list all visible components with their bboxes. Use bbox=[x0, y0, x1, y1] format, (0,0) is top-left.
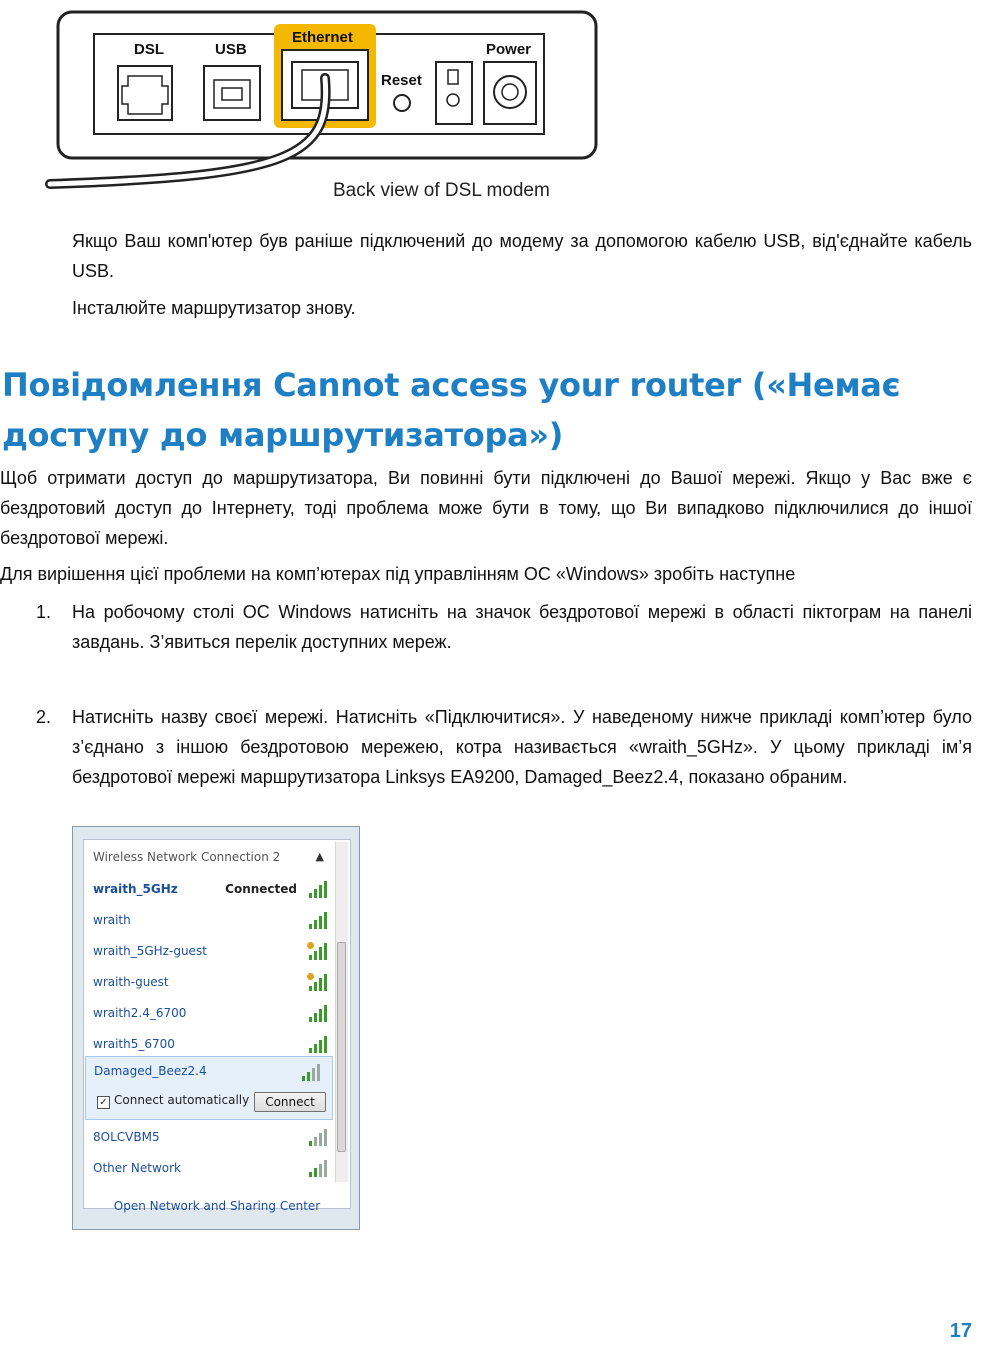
network-name: wraith_5GHz bbox=[93, 882, 178, 896]
wifi-network-list bbox=[72, 826, 360, 1230]
signal-icon bbox=[309, 1004, 331, 1022]
page-number: 17 bbox=[949, 1320, 972, 1342]
signal-icon bbox=[309, 911, 331, 929]
chevron-up-icon[interactable]: ▲ bbox=[315, 850, 324, 863]
scrollbar-thumb[interactable] bbox=[337, 942, 346, 1152]
network-list-panel bbox=[83, 839, 351, 1209]
step-2-number: 2. bbox=[36, 707, 52, 727]
section-paragraph-2: Для вирішення цієї проблеми на комп’ютерах під управлінням ОС «Windows» зробіть наступне bbox=[0, 564, 796, 584]
port-label-reset: Reset bbox=[381, 72, 422, 89]
secured-signal-icon bbox=[309, 973, 331, 991]
network-item[interactable] bbox=[93, 971, 333, 997]
figure-caption: Back view of DSL modem bbox=[333, 180, 550, 201]
network-item[interactable] bbox=[93, 1126, 333, 1152]
step-2-text: Натисніть назву своєї мережі. Натисніть «Підключитися». У наведеному нижче прикладі комп’ютер було з’єднано з іншою бездротовою мережею, котра називається «wraith_5GHz». У цьому прикладі ім’я бездротової мережі маршрутизатора Linksys EA9200, Damaged_Beez2.4, показано обраним. bbox=[72, 707, 972, 787]
network-item[interactable] bbox=[93, 1002, 333, 1028]
signal-icon bbox=[309, 1128, 331, 1146]
network-item[interactable] bbox=[93, 878, 333, 904]
step-1-text: На робочому столі ОС Windows натисніть на значок бездротової мережі в області піктограм на панелі завдань. З’явиться перелік доступних мереж. bbox=[72, 602, 972, 652]
network-status: Connected bbox=[225, 882, 297, 896]
intro-paragraph-2: Інсталюйте маршрутизатор знову. bbox=[72, 298, 356, 318]
section-heading: Повідомлення Cannot access your router («Немає доступу до маршрутизатора») bbox=[2, 366, 901, 454]
secured-signal-icon bbox=[309, 942, 331, 960]
connect-automatically-label: Connect automatically bbox=[114, 1093, 250, 1107]
connect-automatically-checkbox[interactable]: ✓ bbox=[97, 1096, 110, 1109]
signal-icon bbox=[302, 1063, 324, 1081]
network-item[interactable] bbox=[93, 940, 333, 966]
network-list-scrollbar[interactable] bbox=[335, 842, 348, 1182]
network-item[interactable] bbox=[93, 909, 333, 935]
connect-button[interactable]: Connect bbox=[254, 1092, 326, 1112]
open-network-sharing-center-link[interactable]: Open Network and Sharing Center bbox=[113, 1199, 321, 1213]
connection-header: Wireless Network Connection 2 bbox=[93, 850, 281, 864]
port-label-usb: USB bbox=[215, 41, 247, 58]
network-name: Damaged_Beez2.4 bbox=[94, 1064, 207, 1078]
signal-icon bbox=[309, 880, 331, 898]
section-paragraph-1: Щоб отримати доступ до маршрутизатора, Ви повинні бути підключені до Вашої мережі. Якщо у Вас вже є бездротовий доступ до Інтернету, тоді проблема може бути в тому, що Ви випадково підключилися до іншої бездротової мережі. bbox=[0, 468, 972, 548]
network-name: wraith bbox=[93, 913, 131, 927]
step-1-number: 1. bbox=[36, 602, 52, 622]
selected-network-item[interactable] bbox=[85, 1056, 333, 1120]
signal-icon bbox=[309, 1035, 331, 1053]
port-label-ethernet: Ethernet bbox=[292, 29, 353, 46]
network-name: wraith2.4_6700 bbox=[93, 1006, 187, 1020]
port-label-power: Power bbox=[486, 41, 532, 58]
network-item[interactable] bbox=[93, 1157, 333, 1183]
port-label-dsl: DSL bbox=[134, 41, 164, 58]
network-name: wraith5_6700 bbox=[93, 1037, 175, 1051]
network-name: 8OLCVBM5 bbox=[93, 1130, 160, 1144]
network-name: wraith_5GHz-guest bbox=[93, 944, 207, 958]
network-name: wraith-guest bbox=[93, 975, 169, 989]
network-name: Other Network bbox=[93, 1161, 181, 1175]
signal-icon bbox=[309, 1159, 331, 1177]
intro-paragraph-1: Якщо Ваш комп'ютер був раніше підключений до модему за допомогою кабелю USB, від'єднайте кабель USB. bbox=[72, 231, 972, 281]
